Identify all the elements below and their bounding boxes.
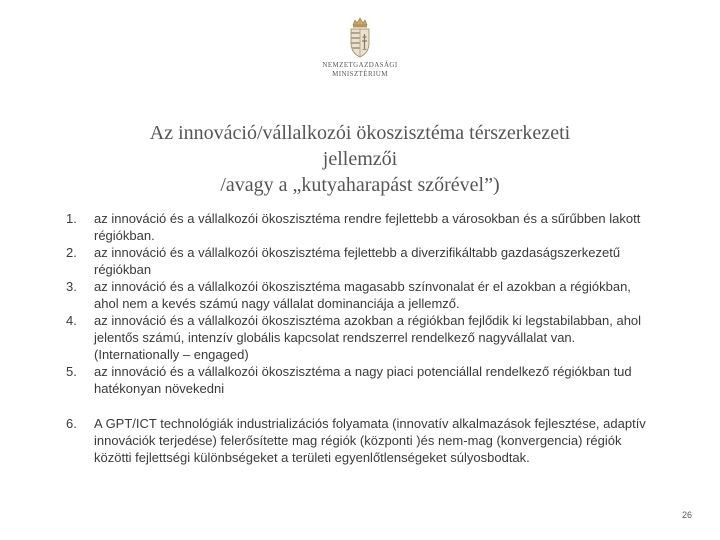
ministry-name-line-1: NEMZETGAZDASÁGI (322, 61, 398, 69)
list-item-text: az innováció és a vállalkozói ökoszisztéma azokban a régiókban fejlődik ki legstabilabban, ahol jelentős számú, intenzív globális kapcsolat rendszerrel rendelkező nagyvállalat van. (Internationally – engaged) (94, 313, 642, 362)
list-spacer (66, 397, 656, 415)
list-item-text: az innováció és a vállalkozói ökoszisztéma fejlettebb a diverzifikáltabb gazdaságszerkezetű régiókban (94, 245, 621, 277)
page-number: 26 (681, 510, 692, 520)
list-item-number: 2. (66, 245, 77, 260)
coat-of-arms-icon (347, 16, 373, 60)
ministry-name (310, 61, 410, 79)
ministry-name-line-2: MINISZTÉRIUM (332, 70, 388, 78)
list-item-text: az innováció és a vállalkozói ökoszisztéma magasabb színvonalat ér el azokban a régiókban, ahol nem a kevés számú nagy vállalat dominanciája a jellemző. (94, 279, 631, 311)
list-item (66, 244, 656, 278)
list-item-number: 4. (66, 313, 77, 328)
list-item-text: az innováció és a vállalkozói ökoszisztéma rendre fejlettebb a városokban és a sűrűbben lakott régiókban. (94, 211, 641, 243)
title-line-1: Az innováció/vállalkozói ökoszisztéma térszerkezeti (149, 122, 571, 144)
list-item-number: 1. (66, 211, 77, 226)
list-item (66, 415, 656, 466)
list-item-number: 6. (66, 416, 77, 431)
ministry-logo (310, 16, 410, 80)
list-item-text: A GPT/ICT technológiák industrializációs folyamata (innovatív alkalmazások fejlesztése, adaptív innovációk terjedése) felerősítette mag régiók (központi )és nem-mag (konvergencia) régiók közötti fejlettségi különbségeket a területi egyenlőtlenségeket súlyosbodtak. (94, 416, 646, 465)
list-item (66, 210, 656, 244)
list-item-number: 3. (66, 279, 77, 294)
list-item (66, 363, 656, 397)
list-item (66, 278, 656, 312)
title-line-2: jellemzői (322, 148, 398, 170)
numbered-list (66, 210, 656, 466)
title-line-3: /avagy a „kutyaharapást szőrével”) (220, 174, 500, 196)
list-item-number: 5. (66, 364, 77, 379)
list-item-text: az innováció és a vállalkozói ökoszisztéma a nagy piaci potenciállal rendelkező régiókban tud hatékonyan növekedni (94, 364, 632, 396)
slide-title (80, 120, 640, 198)
list-item (66, 312, 656, 363)
